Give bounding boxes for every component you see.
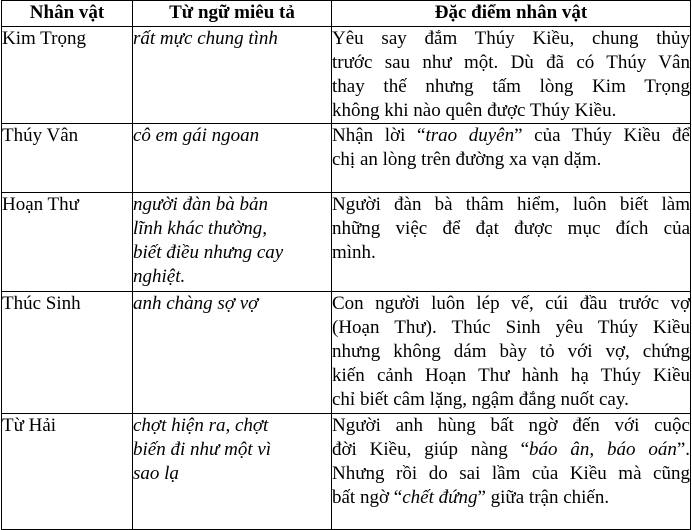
character-traits <box>332 124 691 193</box>
table-row <box>2 124 691 193</box>
character-name: Kim Trọng <box>2 27 133 124</box>
trait-line: Nhưng rồi do sai lầm của Kiều mà cũng <box>332 463 690 484</box>
trait-line: mình. <box>332 242 376 263</box>
character-name: Thúc Sinh <box>2 292 133 414</box>
table-row <box>2 414 691 530</box>
trait-line: nhưng không dám bày tỏ với vợ, chứng <box>332 341 690 362</box>
trait-text: ” của Thúy Kiều để <box>514 125 690 146</box>
header-description: Từ ngữ miêu tả <box>133 1 332 27</box>
trait-line: thay thế nhưng tấm lòng Kim Trọng <box>332 76 690 97</box>
character-table <box>1 0 691 530</box>
trait-text: ” giữa trận chiến. <box>477 487 610 508</box>
character-name: Từ Hải <box>2 414 133 530</box>
table-row <box>2 193 691 292</box>
description-line: lĩnh khác thường, <box>133 218 267 239</box>
trait-line: Người anh hùng bất ngờ đến với cuộc <box>332 415 690 436</box>
character-traits <box>332 292 691 414</box>
trait-text: đời Kiều, giúp nàng “ <box>332 439 530 460</box>
trait-line: trước sau như một. Dù đã có Thúy Vân <box>332 52 690 73</box>
table-row <box>2 292 691 414</box>
character-name: Thúy Vân <box>2 124 133 193</box>
trait-line: Con người luôn lép vế, cúi đầu trước vợ <box>332 293 690 314</box>
trait-quote: báo ân, báo oán <box>529 439 677 460</box>
character-description <box>133 193 332 292</box>
trait-text: Nhận lời “ <box>332 125 426 146</box>
description-line: người đàn bà bản <box>133 194 269 215</box>
character-traits <box>332 414 691 530</box>
character-traits <box>332 27 691 124</box>
trait-line: (Hoạn Thư). Thúc Sinh yêu Thúy Kiều <box>332 317 690 338</box>
header-character: Nhân vật <box>2 1 133 27</box>
trait-line: chỉ biết câm lặng, ngậm đắng nuốt cay. <box>332 389 629 410</box>
description-line: anh chàng sợ vợ <box>133 293 259 314</box>
trait-text: ”. <box>676 439 690 460</box>
trait-line <box>332 486 690 510</box>
trait-line: chị an lòng trên đường xa vạn dặm. <box>332 149 602 170</box>
description-line: cô em gái ngoan <box>133 125 260 146</box>
description-line: sao lạ <box>133 463 179 484</box>
description-line: nghiệt. <box>133 266 186 287</box>
table-row <box>2 27 691 124</box>
description-line: rất mực chung tình <box>133 28 278 49</box>
trait-line: không khi nào quên được Thúy Kiều. <box>332 100 617 121</box>
trait-line <box>332 124 690 148</box>
character-name: Hoạn Thư <box>2 193 133 292</box>
trait-line: những việc để đạt được mục đích của <box>332 218 690 239</box>
trait-text: bất ngờ “ <box>332 487 403 508</box>
character-traits <box>332 193 691 292</box>
trait-quote: trao duyên <box>425 125 515 146</box>
description-line: biến đi như một vì <box>133 439 272 460</box>
character-description <box>133 292 332 414</box>
description-line: biết điều nhưng cay <box>133 242 284 263</box>
trait-line: Người đàn bà thâm hiểm, luôn biết làm <box>332 194 690 215</box>
trait-quote: chết đứng <box>402 487 478 508</box>
character-description <box>133 414 332 530</box>
header-row <box>2 1 691 27</box>
character-description <box>133 27 332 124</box>
character-description <box>133 124 332 193</box>
trait-line <box>332 438 690 462</box>
description-line: chợt hiện ra, chợt <box>133 415 269 436</box>
header-traits: Đặc điểm nhân vật <box>332 1 691 27</box>
trait-line: Yêu say đắm Thúy Kiều, chung thủy <box>332 28 690 49</box>
trait-line: kiến cảnh Hoạn Thư hành hạ Thúy Kiều <box>332 365 690 386</box>
